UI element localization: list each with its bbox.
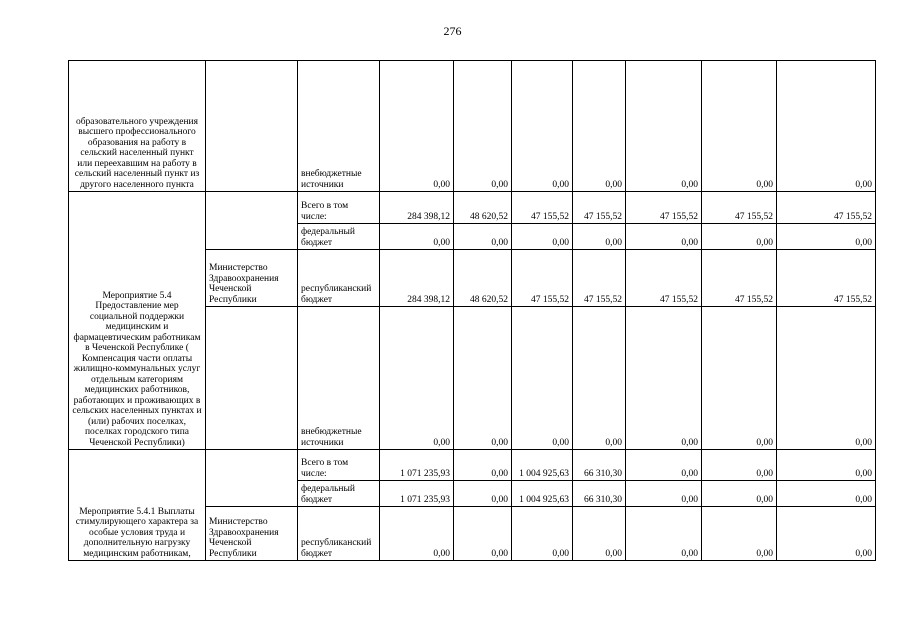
value-cell: 0,00: [573, 61, 626, 192]
value-cell: 0,00: [380, 61, 454, 192]
value-cell: 284 398,12: [380, 192, 454, 224]
value-cell: 0,00: [512, 61, 573, 192]
value-cell: 0,00: [573, 307, 626, 450]
value-cell: 0,00: [512, 224, 573, 250]
value-cell: 0,00: [777, 481, 876, 507]
value-cell: 66 310,30: [573, 450, 626, 481]
value-cell: 284 398,12: [380, 250, 454, 307]
executor-cell: Министерство Здравоохранения Чеченской Республики: [206, 250, 298, 307]
value-cell: 0,00: [573, 224, 626, 250]
funding-source-cell: внебюджетные источники: [298, 307, 380, 450]
budget-table: [68, 60, 876, 561]
funding-source-cell: республиканский бюджет: [298, 250, 380, 307]
value-cell: 0,00: [626, 450, 702, 481]
funding-source-cell: внебюджетные источники: [298, 61, 380, 192]
value-cell: 0,00: [512, 507, 573, 561]
funding-source-cell: республиканский бюджет: [298, 507, 380, 561]
funding-source-cell: федеральный бюджет: [298, 224, 380, 250]
value-cell: 0,00: [626, 61, 702, 192]
value-cell: 1 071 235,93: [380, 481, 454, 507]
value-cell: 0,00: [380, 507, 454, 561]
value-cell: 47 155,52: [626, 250, 702, 307]
executor-cell: [206, 307, 298, 450]
value-cell: 1 071 235,93: [380, 450, 454, 481]
value-cell: 0,00: [777, 224, 876, 250]
table-row: [69, 450, 876, 481]
value-cell: 47 155,52: [573, 250, 626, 307]
executor-cell: [206, 192, 298, 250]
value-cell: 0,00: [573, 507, 626, 561]
value-cell: 0,00: [777, 307, 876, 450]
value-cell: 0,00: [454, 224, 512, 250]
funding-source-cell: федеральный бюджет: [298, 481, 380, 507]
event-description: Мероприятие 5.4.1 Выплаты стимулирующего характера за особые условия труда и дополнительную нагрузку медицинским работникам,: [69, 450, 206, 561]
value-cell: 0,00: [702, 61, 777, 192]
value-cell: 47 155,52: [777, 250, 876, 307]
executor-cell: Министерство Здравоохранения Чеченской Республики: [206, 507, 298, 561]
funding-source-cell: Всего в том числе:: [298, 450, 380, 481]
value-cell: 0,00: [777, 507, 876, 561]
value-cell: 0,00: [702, 450, 777, 481]
event-description: Мероприятие 5.4 Предоставление мер социальной поддержки медицинским и фармацевтическим работникам в Чеченской Республике ( Компенсация части оплаты жилищно-коммунальных услуг отдельным категориям медицинских работников, работающих и проживающих в сельских населенных пунктах и (или) рабочих поселках, поселках городского типа Чеченской Республики): [69, 192, 206, 450]
event-description: образовательного учреждения высшего профессионального образования на работу в сельский населенный пункт или переехавшим на работу в сельский населенный пункт из другого населенного пункта: [69, 61, 206, 192]
value-cell: 0,00: [380, 307, 454, 450]
value-cell: 0,00: [380, 224, 454, 250]
value-cell: 0,00: [702, 307, 777, 450]
value-cell: 47 155,52: [512, 250, 573, 307]
value-cell: 0,00: [454, 507, 512, 561]
page-number: 276: [443, 24, 462, 38]
value-cell: 47 155,52: [512, 192, 573, 224]
value-cell: 48 620,52: [454, 250, 512, 307]
value-cell: 47 155,52: [702, 250, 777, 307]
executor-cell: [206, 61, 298, 192]
value-cell: 0,00: [702, 224, 777, 250]
value-cell: 1 004 925,63: [512, 481, 573, 507]
executor-cell: [206, 450, 298, 507]
value-cell: 0,00: [626, 507, 702, 561]
value-cell: 0,00: [512, 307, 573, 450]
value-cell: 0,00: [626, 481, 702, 507]
value-cell: 48 620,52: [454, 192, 512, 224]
table-row: [69, 61, 876, 192]
value-cell: 0,00: [454, 450, 512, 481]
funding-source-cell: Всего в том числе:: [298, 192, 380, 224]
value-cell: 0,00: [454, 481, 512, 507]
value-cell: 0,00: [454, 307, 512, 450]
value-cell: 0,00: [777, 61, 876, 192]
value-cell: 0,00: [626, 224, 702, 250]
value-cell: 0,00: [454, 61, 512, 192]
value-cell: 0,00: [702, 507, 777, 561]
value-cell: 47 155,52: [777, 192, 876, 224]
value-cell: 47 155,52: [573, 192, 626, 224]
value-cell: 47 155,52: [702, 192, 777, 224]
table-row: [69, 192, 876, 224]
value-cell: 66 310,30: [573, 481, 626, 507]
value-cell: 0,00: [626, 307, 702, 450]
value-cell: 0,00: [777, 450, 876, 481]
value-cell: 0,00: [702, 481, 777, 507]
value-cell: 1 004 925,63: [512, 450, 573, 481]
value-cell: 47 155,52: [626, 192, 702, 224]
